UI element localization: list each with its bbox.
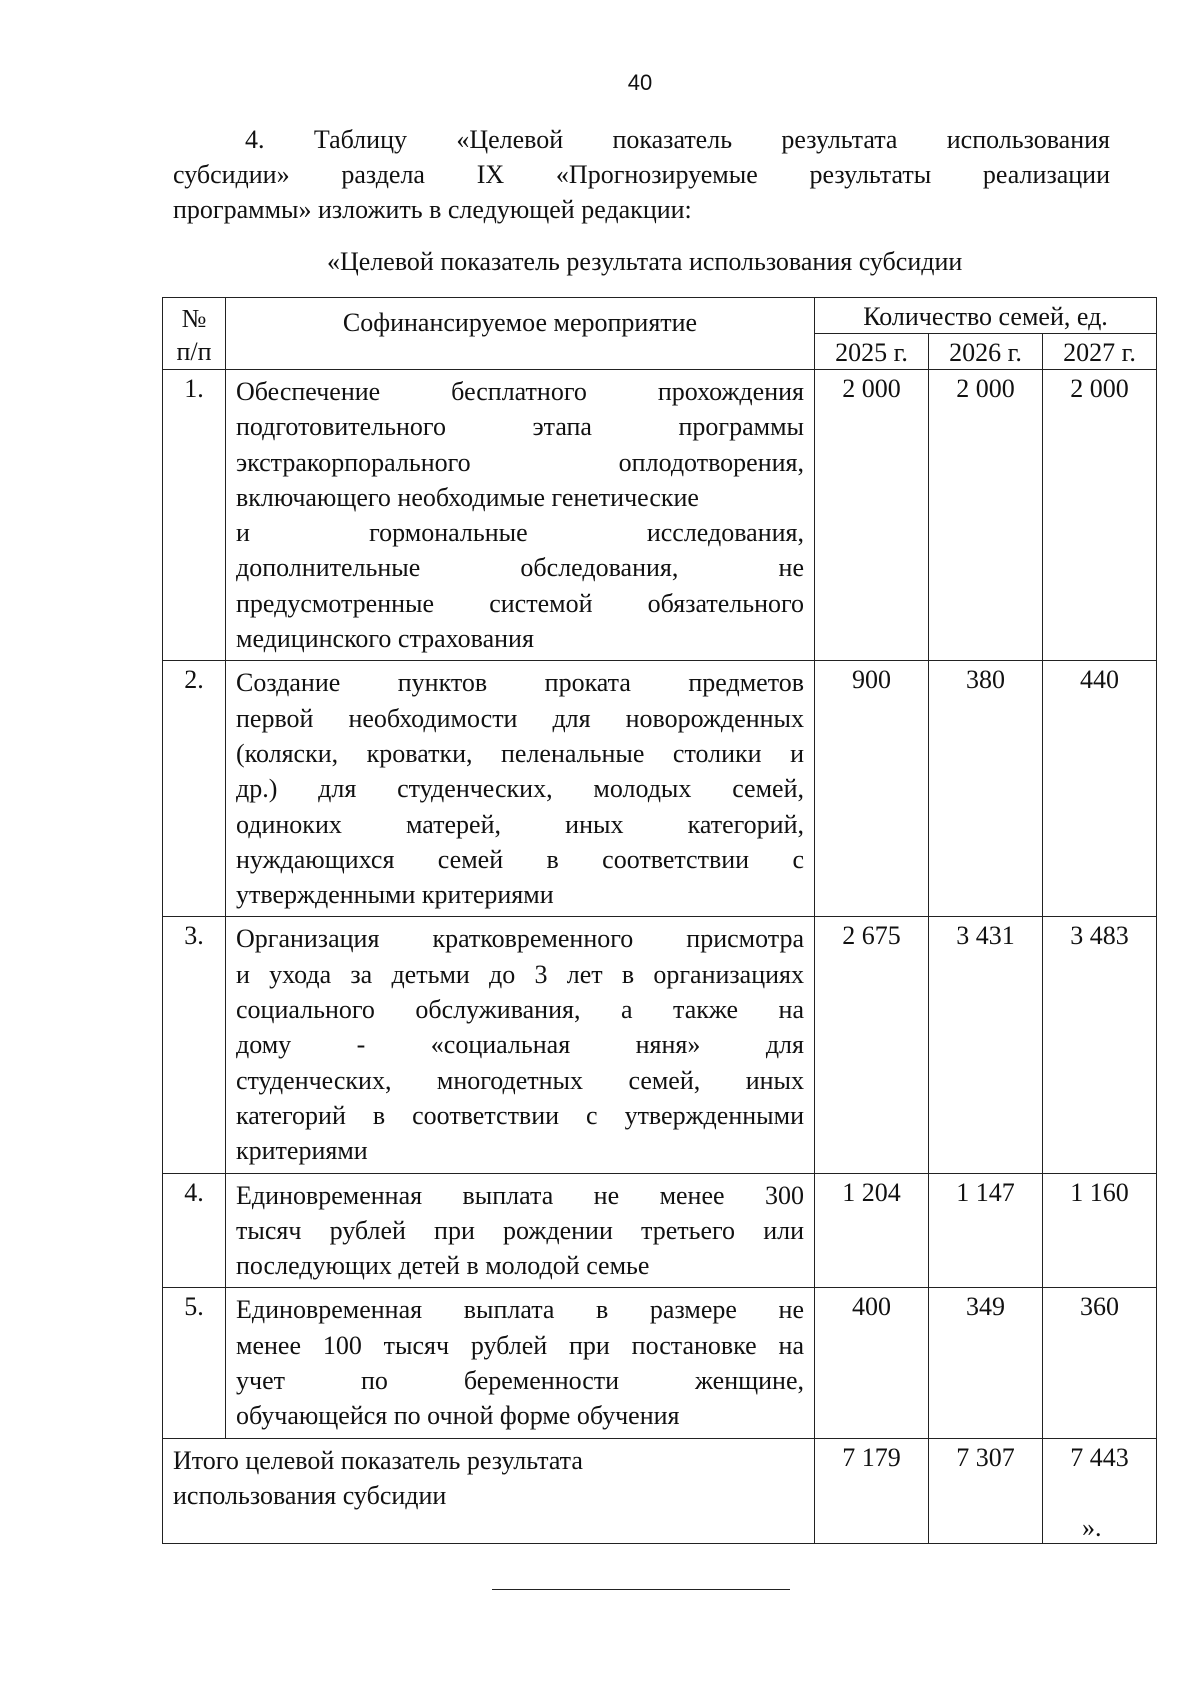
row-activity [226, 917, 815, 1173]
header-activity-label: Софинансируемое мероприятие [342, 308, 698, 337]
activity-line: и гормональные исследования, [236, 518, 804, 548]
total-2027: 7 443 [1043, 1438, 1157, 1543]
value-2027: 3 483 [1043, 917, 1157, 1173]
table-row [163, 1288, 1157, 1438]
table-header-row [163, 298, 1157, 334]
indicator-table [162, 297, 1157, 1544]
activity-line: последующих детей в молодой семье [236, 1251, 650, 1281]
value-2025: 2 000 [815, 370, 929, 661]
activity-line: студенческих, многодетных семей, иных [236, 1065, 804, 1095]
activity-line: подготовительного этапа программы [236, 412, 804, 442]
row-activity [226, 1288, 815, 1438]
total-label-line: Итого целевой показатель результата [173, 1445, 583, 1475]
activity-line: одиноких матерей, иных категорий, [236, 809, 804, 839]
activity-line: дополнительные обследования, не [236, 553, 804, 583]
table-row [163, 661, 1157, 917]
activity-line: категорий в соответствии с утвержденными [236, 1100, 804, 1130]
value-2026: 1 147 [929, 1173, 1043, 1288]
value-2027: 2 000 [1043, 370, 1157, 661]
activity-line: нуждающихся семей в соответствии с [236, 844, 804, 874]
header-number-sign: № [181, 304, 207, 333]
total-row [163, 1438, 1157, 1543]
value-2026: 2 000 [929, 370, 1043, 661]
activity-line: Организация кратковременного присмотра [236, 924, 804, 954]
intro-line: субсидии» раздела IX «Прогнозируемые результаты реализации [173, 160, 1110, 189]
activity-line: первой необходимости для новорожденных [236, 703, 804, 733]
table-row [163, 917, 1157, 1173]
row-activity [226, 1173, 815, 1288]
value-2025: 1 204 [815, 1173, 929, 1288]
activity-line: предусмотренные системой обязательного [236, 588, 804, 618]
row-number: 5. [163, 1288, 226, 1438]
value-2026: 349 [929, 1288, 1043, 1438]
table-title: «Целевой показатель результата использования субсидии [327, 247, 963, 276]
row-activity [226, 370, 815, 661]
row-number: 4. [163, 1173, 226, 1288]
activity-line: (коляски, кроватки, пеленальные столики и [236, 738, 804, 768]
activity-line: включающего необходимые генетические [236, 482, 699, 512]
row-activity [226, 661, 815, 917]
header-count-group: Количество семей, ед. [815, 298, 1157, 334]
activity-line: Обеспечение бесплатного прохождения [236, 377, 804, 406]
activity-line: учет по беременности женщине, [236, 1366, 804, 1396]
activity-line: тысяч рублей при рождении третьего или [236, 1215, 804, 1245]
activity-line: др.) для студенческих, молодых семей, [236, 774, 804, 804]
value-2027: 360 [1043, 1288, 1157, 1438]
table-row [163, 1173, 1157, 1288]
activity-line: критериями [236, 1136, 368, 1166]
header-year-2026: 2026 г. [929, 334, 1043, 370]
value-2026: 3 431 [929, 917, 1043, 1173]
header-year-2027: 2027 г. [1043, 334, 1157, 370]
header-number-pp: п/п [176, 337, 212, 366]
page-number: 40 [627, 70, 653, 95]
closing-quote: ». [1082, 1513, 1102, 1542]
row-number: 1. [163, 370, 226, 661]
activity-line: медицинского страхования [236, 624, 534, 654]
header-number-cell [163, 298, 226, 370]
activity-line: утвержденными критериями [236, 880, 554, 910]
row-number: 3. [163, 917, 226, 1173]
value-2027: 440 [1043, 661, 1157, 917]
value-2027: 1 160 [1043, 1173, 1157, 1288]
intro-line: программы» изложить в следующей редакции: [173, 195, 692, 224]
activity-line: Создание пунктов проката предметов [236, 668, 804, 698]
intro-line: 4. Таблицу «Целевой показатель результата использования [245, 125, 1110, 154]
table-row [163, 370, 1157, 661]
activity-line: экстракорпорального оплодотворения, [236, 447, 804, 477]
activity-line: Единовременная выплата не менее 300 [236, 1180, 804, 1210]
row-number: 2. [163, 661, 226, 917]
footer-rule [492, 1589, 790, 1590]
activity-line: и ухода за детьми до 3 лет в организациях [236, 959, 804, 989]
header-activity-cell [226, 298, 815, 370]
activity-line: обучающейся по очной форме обучения [236, 1401, 680, 1431]
value-2025: 900 [815, 661, 929, 917]
total-2025: 7 179 [815, 1438, 929, 1543]
activity-line: социального обслуживания, а также на [236, 995, 804, 1025]
intro-paragraph [173, 122, 1110, 227]
value-2025: 400 [815, 1288, 929, 1438]
activity-line: Единовременная выплата в размере не [236, 1295, 804, 1325]
activity-line: менее 100 тысяч рублей при постановке на [236, 1330, 804, 1360]
total-label-cell [163, 1438, 815, 1543]
activity-line: дому - «социальная няня» для [236, 1030, 804, 1060]
total-label-line: использования субсидии [173, 1480, 447, 1510]
value-2025: 2 675 [815, 917, 929, 1173]
total-2026: 7 307 [929, 1438, 1043, 1543]
value-2026: 380 [929, 661, 1043, 917]
header-year-2025: 2025 г. [815, 334, 929, 370]
